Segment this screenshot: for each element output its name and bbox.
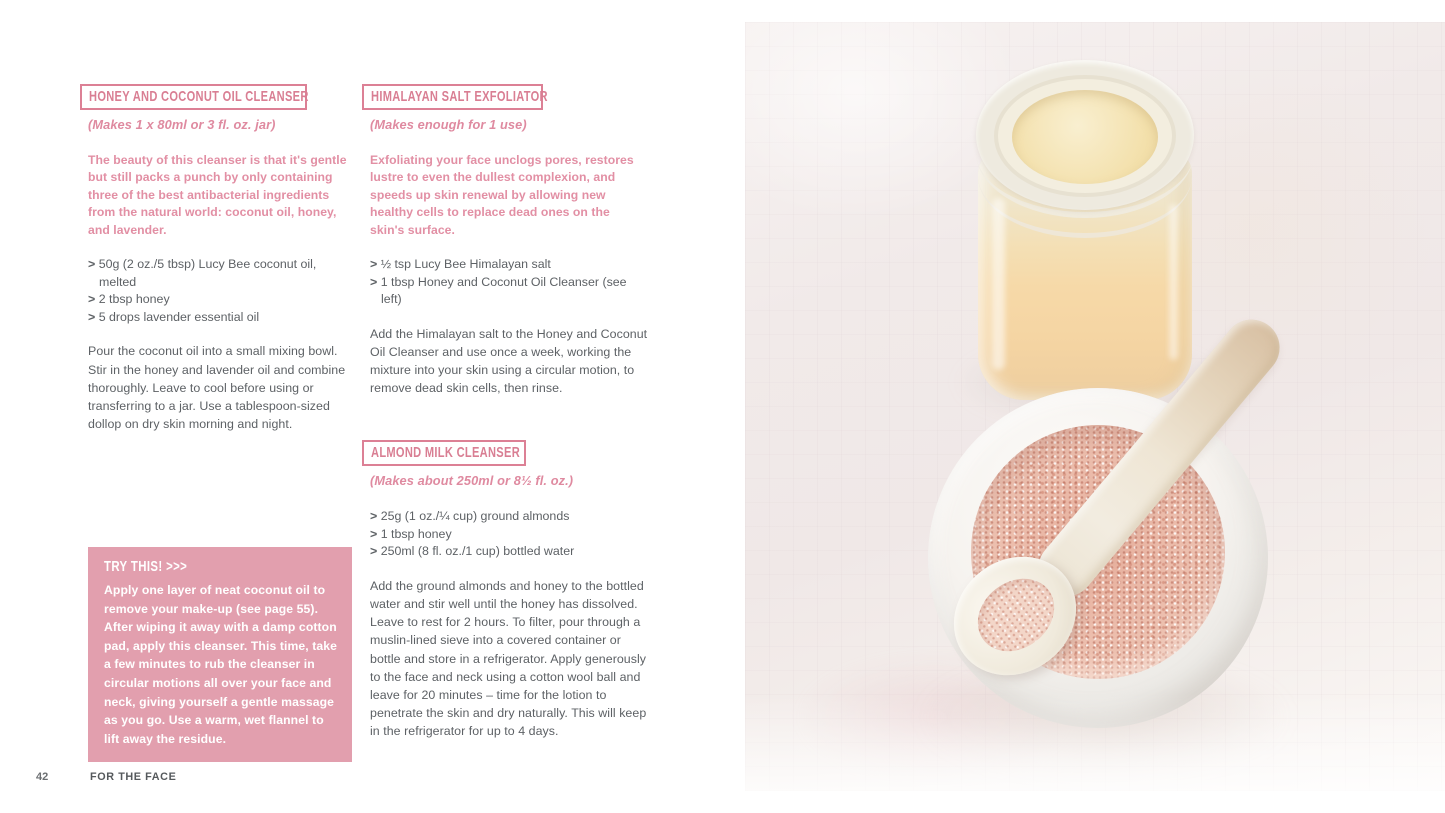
ingredient-list (370, 508, 648, 561)
left-column (80, 84, 353, 433)
jar-glass-highlight (1169, 204, 1178, 360)
ingredient-marker: > (370, 544, 381, 559)
section-label: FOR THE FACE (90, 771, 177, 783)
jar-glass-highlight (992, 198, 1005, 370)
recipe-yield: (Makes 1 x 80ml or 3 fl. oz. jar) (88, 117, 276, 132)
ingredient-marker: > (370, 526, 381, 541)
recipe-almond-milk-cleanser (362, 440, 648, 741)
ingredient-list (88, 256, 346, 326)
recipe-yield: (Makes enough for 1 use) (370, 117, 527, 132)
ingredient-item (370, 256, 648, 274)
recipe-title: HONEY AND COCONUT OIL CLEANSER (89, 89, 309, 105)
ingredient-item (370, 508, 648, 526)
recipe-title-box (362, 84, 548, 110)
ingredient-text: 50g (2 oz./5 tbsp) Lucy Bee coconut oil, melted (98, 257, 317, 289)
recipe-photo (745, 22, 1445, 791)
ingredient-text: 5 drops lavender essential oil (98, 309, 260, 324)
tip-body: Apply one layer of neat coconut oil to remove your make-up (see page 55). After wiping it away with a damp cotton pad, apply this cleanser. This time, take a few minutes to rub the cleanser in circular motions all over your face and neck, giving yourself a gentle massage as you go. Use a warm, wet flannel to lift away the residue. (104, 583, 338, 746)
recipe-method: Pour the coconut oil into a small mixing bowl. Stir in the honey and lavender oil and combine thoroughly. Leave to cool before using or transferring to a jar. Use a tablespoon-sized dollop on dry skin morning and night. (88, 344, 346, 432)
ingredient-item (370, 543, 648, 561)
ingredient-marker: > (88, 257, 99, 272)
ingredient-text: 25g (1 oz./¼ cup) ground almonds (380, 509, 570, 523)
ingredient-text: 2 tbsp honey (98, 292, 170, 307)
ingredient-text: ½ tsp Lucy Bee Himalayan salt (380, 257, 551, 272)
photo-bottom-light (745, 694, 1445, 791)
ingredient-list (370, 256, 648, 309)
recipe-yield: (Makes about 250ml or 8½ fl. oz.) (370, 473, 574, 488)
ingredient-item (370, 274, 648, 309)
try-this-tip-box (88, 547, 352, 762)
ingredient-item (370, 526, 648, 544)
page-number: 42 (36, 771, 49, 783)
ingredient-text: 1 tbsp Honey and Coconut Oil Cleanser (see left) (380, 274, 627, 307)
tip-title: TRY THIS! >>> (104, 558, 188, 575)
recipe-title-box (362, 440, 526, 466)
recipe-method: Add the ground almonds and honey to the bottled water and stir well until the honey has dissolved. Leave to rest for 2 hours. To filter, pour through a muslin-lined sieve into a covered container or bottle and store in a refrigerator. Apply generously to the face and neck using a cotton wool ball and leave for 20 minutes – time for the lotion to penetrate the skin and dry naturally. This will keep in the refrigerator for up to 4 days. (370, 578, 647, 739)
recipe-title: ALMOND MILK CLEANSER (371, 445, 521, 461)
recipe-honey-coconut-cleanser (80, 84, 353, 433)
ingredient-marker: > (88, 292, 99, 307)
jar-liquid-surface (1012, 90, 1158, 184)
ingredient-marker: > (370, 257, 381, 272)
ingredient-text: 250ml (8 fl. oz./1 cup) bottled water (380, 544, 575, 559)
ingredient-text: 1 tbsp honey (380, 526, 452, 541)
recipe-intro: The beauty of this cleanser is that it's gentle but still packs a punch by only containing three of the best antibacterial ingredients from the natural world: coconut oil, honey, and lavender. (88, 153, 347, 237)
ingredient-marker: > (370, 274, 381, 289)
recipe-intro: Exfoliating your face unclogs pores, restores lustre to even the dullest complexion, and speeds up skin renewal by allowing new healthy cells to replace dead ones on the skin's surface. (370, 153, 634, 237)
ingredient-item (88, 309, 346, 327)
recipe-himalayan-salt-exfoliator (362, 84, 648, 398)
recipe-title-box (80, 84, 307, 110)
recipe-method: Add the Himalayan salt to the Honey and Coconut Oil Cleanser and use once a week, working the mixture into your skin using a circular motion, to remove dead skin cells, then rinse. (370, 326, 648, 396)
ingredient-marker: > (88, 309, 99, 324)
ingredient-item (88, 256, 346, 291)
ingredient-item (88, 291, 346, 309)
recipe-title: HIMALAYAN SALT EXFOLIATOR (371, 89, 548, 105)
ingredient-marker: > (370, 509, 381, 523)
